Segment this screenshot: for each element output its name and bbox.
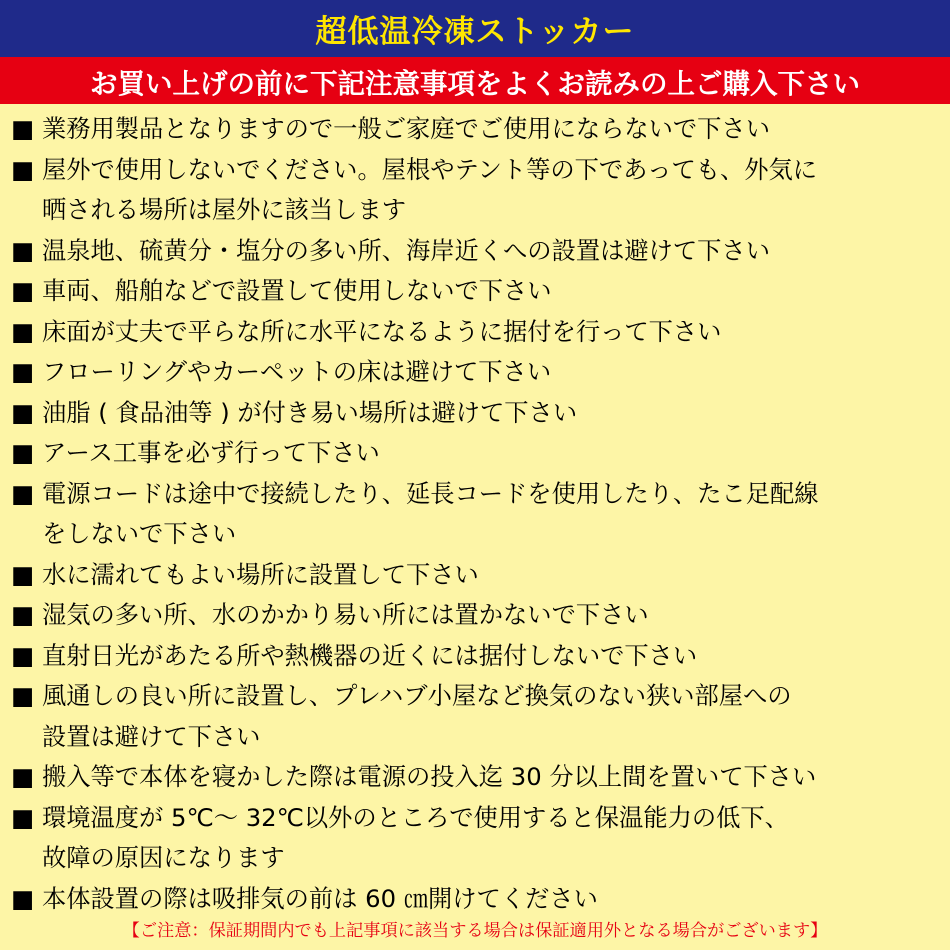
list-item-line: フローリングやカーペットの床は避けて下さい <box>42 357 552 386</box>
list-item-text <box>42 352 950 393</box>
list-item-text <box>42 109 950 150</box>
square-bullet-icon: ■ <box>11 357 35 386</box>
product-title: 超低温冷凍ストッカー <box>315 14 635 50</box>
list-item-text <box>42 231 950 272</box>
list-item-line: 電源コードは途中で接続したり、延長コードを使用したり、たこ足配線 <box>42 478 819 508</box>
square-bullet-icon: ■ <box>11 640 35 670</box>
list-item-line: 業務用製品となりますので一般ご家庭でご使用にならないで下さい <box>42 114 770 143</box>
list-item-line: 故障の原因になります <box>42 843 285 872</box>
list-item-text <box>42 798 950 879</box>
list-item-line: 本体設置の際は吸排気の前は 60 ㎝開けてください <box>42 883 598 913</box>
list-item-text <box>42 312 950 353</box>
caution-list <box>0 109 950 919</box>
warning-heading: お買い上げの前に下記注意事項をよくお読みの上ご購入下さい <box>90 67 860 100</box>
list-item-line: をしないで下さい <box>42 519 237 548</box>
warning-banner <box>0 57 950 104</box>
list-item-text <box>42 879 950 920</box>
list-item-text <box>42 433 950 474</box>
square-bullet-icon: ■ <box>11 559 35 589</box>
list-item <box>0 636 950 677</box>
list-item-text <box>42 150 950 231</box>
list-item <box>0 231 950 272</box>
list-item <box>0 393 950 434</box>
square-bullet-icon: ■ <box>11 276 35 305</box>
list-item <box>0 474 950 555</box>
list-item <box>0 676 950 757</box>
square-bullet-icon: ■ <box>11 802 35 832</box>
list-item-line: 屋外で使用しないでください。屋根やテント等の下であっても、外気に <box>42 154 818 184</box>
list-item-text <box>42 271 950 312</box>
list-item-line: 温泉地、硫黄分・塩分の多い所、海岸近くへの設置は避けて下さい <box>42 235 770 265</box>
square-bullet-icon: ■ <box>11 600 35 629</box>
list-item-line: 床面が丈夫で平らな所に水平になるように据付を行って下さい <box>42 316 722 346</box>
list-item-line: 環境温度が 5℃～ 32℃以外のところで使用すると保温能力の低下、 <box>42 802 789 832</box>
list-item-line: 直射日光があたる所や熱機器の近くには据付しないで下さい <box>42 640 698 670</box>
list-item-line: 車両、船舶などで設置して使用しないで下さい <box>42 276 552 305</box>
list-item-line: 晒される場所は屋外に該当します <box>42 195 406 224</box>
list-item-text <box>42 555 950 596</box>
square-bullet-icon: ■ <box>11 154 35 184</box>
square-bullet-icon: ■ <box>11 681 35 710</box>
list-item-line: 湿気の多い所、水のかかり易い所には置かないで下さい <box>42 600 649 629</box>
square-bullet-icon: ■ <box>11 235 35 265</box>
square-bullet-icon: ■ <box>11 397 35 427</box>
list-item-line: 水に濡れてもよい場所に設置して下さい <box>42 559 479 589</box>
square-bullet-icon: ■ <box>11 316 35 346</box>
list-item-line: 搬入等で本体を寝かした際は電源の投入迄 30 分以上間を置いて下さい <box>42 762 817 791</box>
list-item <box>0 312 950 353</box>
square-bullet-icon: ■ <box>11 438 35 467</box>
list-item-text <box>42 474 950 555</box>
warranty-note: 【ご注意：保証期間内でも上記事項に該当する場合は保証適用外となる場合がございます】 <box>122 921 828 941</box>
list-item-line: 設置は避けて下さい <box>42 721 261 751</box>
list-item <box>0 879 950 920</box>
list-item <box>0 798 950 879</box>
list-item-text <box>42 757 950 798</box>
list-item <box>0 352 950 393</box>
list-item-text <box>42 676 950 757</box>
list-item <box>0 595 950 636</box>
square-bullet-icon: ■ <box>11 114 35 143</box>
list-item <box>0 150 950 231</box>
list-item-line: 油脂 ( 食品油等 ) が付き易い場所は避けて下さい <box>42 397 578 427</box>
list-item-text <box>42 636 950 677</box>
list-item <box>0 271 950 312</box>
list-item-line: 風通しの良い所に設置し、プレハブ小屋など換気のない狭い部屋への <box>42 681 792 710</box>
square-bullet-icon: ■ <box>11 762 35 791</box>
list-item-text <box>42 393 950 434</box>
list-item <box>0 433 950 474</box>
square-bullet-icon: ■ <box>11 883 35 913</box>
title-banner <box>0 0 950 57</box>
list-item-text <box>42 595 950 636</box>
list-item-line: アース工事を必ず行って下さい <box>42 438 380 467</box>
list-item <box>0 109 950 150</box>
list-item <box>0 757 950 798</box>
square-bullet-icon: ■ <box>11 478 35 508</box>
list-item <box>0 555 950 596</box>
